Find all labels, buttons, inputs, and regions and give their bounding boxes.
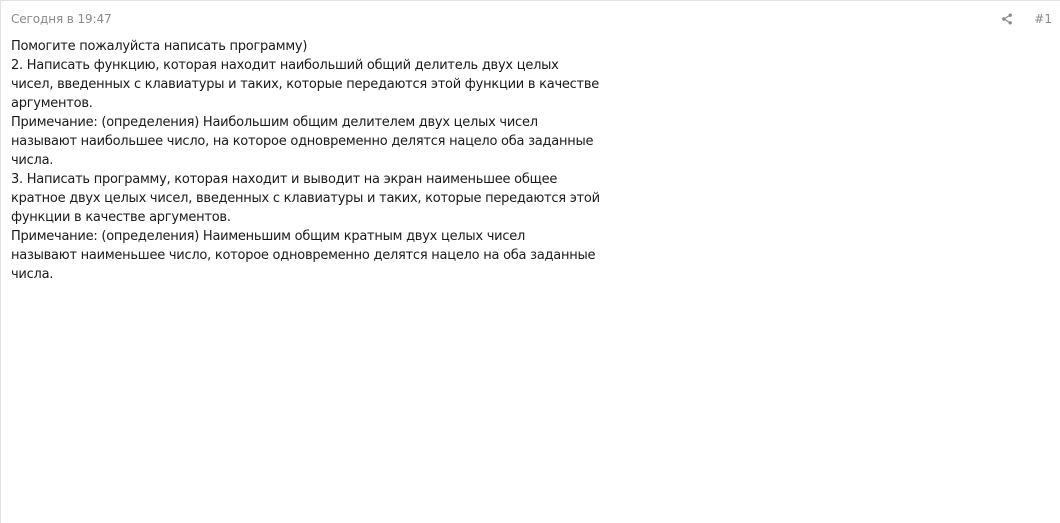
message-line: 3. Написать программу, которая находит и выводит на экран наименьшее общее xyxy=(11,172,558,187)
message-line: функции в качестве аргументов. xyxy=(11,210,231,225)
message-line: называют наибольшее число, на которое одновременно делятся нацело оба заданные xyxy=(11,134,594,149)
post-date: Сегодня в 19:47 xyxy=(11,12,112,26)
message-line: аргументов. xyxy=(11,96,93,111)
post-actions xyxy=(1000,11,1052,27)
message-line: чисел, введенных с клавиатуры и таких, которые передаются этой функции в качестве xyxy=(11,77,600,92)
message-line: Помогите пожалуйста написать программу) xyxy=(11,39,308,54)
post-header xyxy=(11,11,1052,27)
message-line: называют наименьшее число, которое одновременно делятся нацело на оба заданные xyxy=(11,248,596,263)
message-line: Примечание: (определения) Наибольшим общим делителем двух целых чисел xyxy=(11,115,538,130)
message-line: 2. Написать функцию, которая находит наибольший общий делитель двух целых xyxy=(11,58,559,73)
share-icon xyxy=(1001,13,1013,25)
post-number-link[interactable]: #1 xyxy=(1034,12,1052,26)
share-button[interactable] xyxy=(1000,12,1014,26)
message-line: Примечание: (определения) Наименьшим общим кратным двух целых чисел xyxy=(11,229,526,244)
message-line: числа. xyxy=(11,267,54,282)
message-line: числа. xyxy=(11,153,54,168)
message-line: кратное двух целых чисел, введенных с клавиатуры и таких, которые передаются этой xyxy=(11,191,600,206)
post-message xyxy=(11,37,601,284)
